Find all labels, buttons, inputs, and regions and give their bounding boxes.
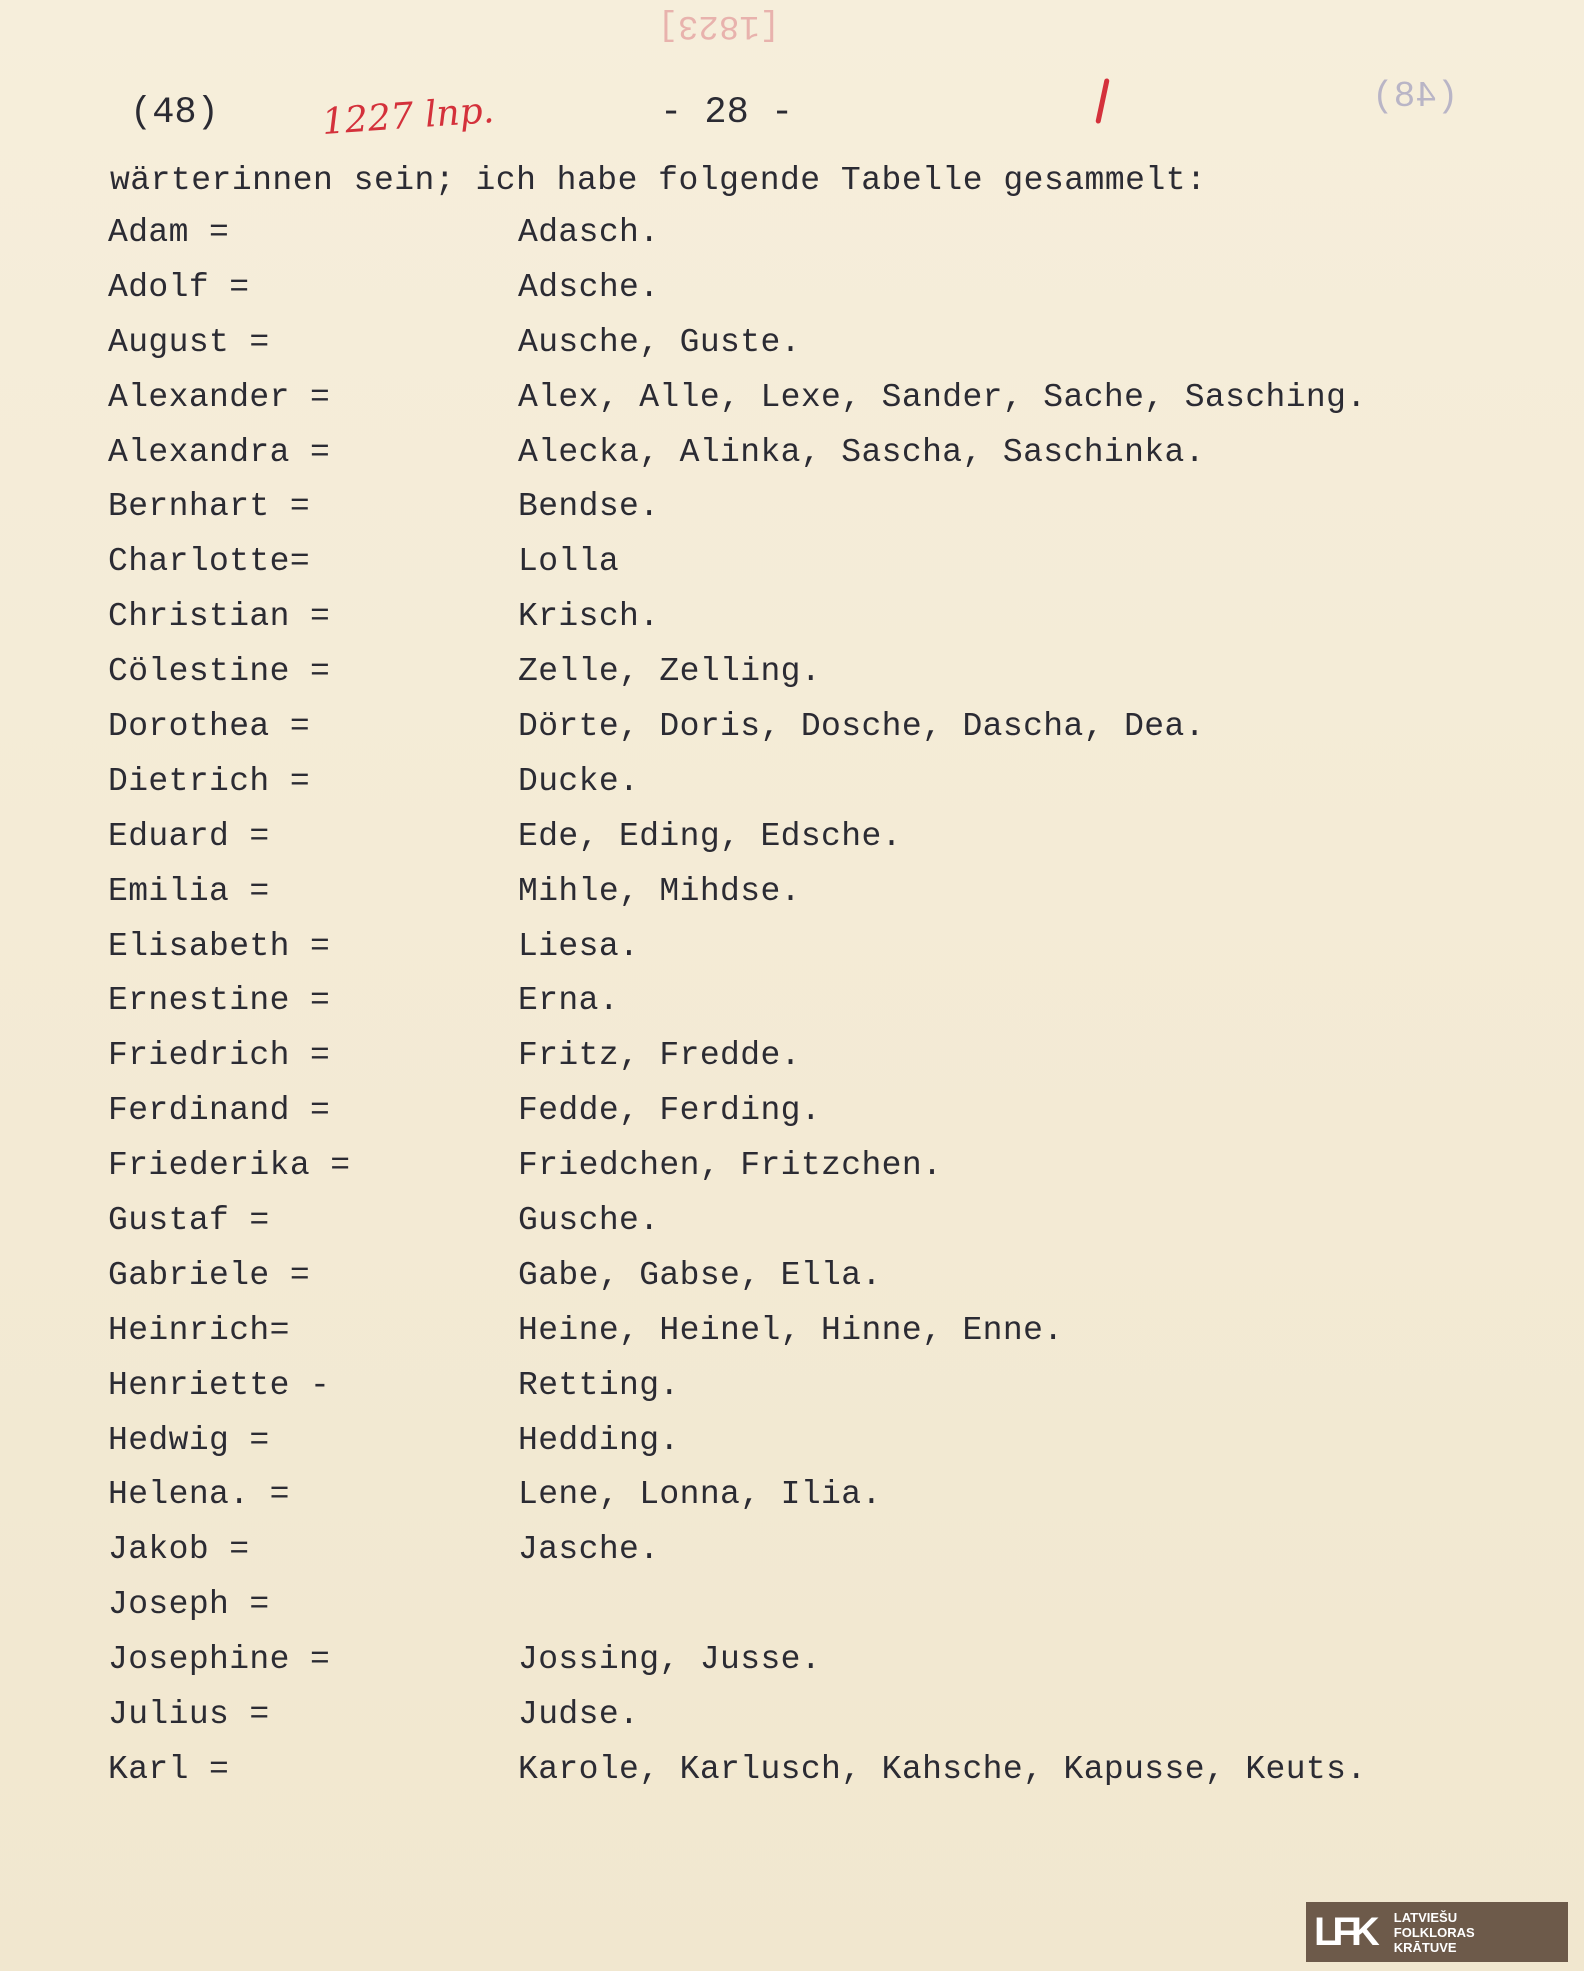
given-name: Cölestine = [108, 653, 331, 691]
diminutive-forms: Karole, Karlusch, Kahsche, Kapusse, Keuts. [518, 1750, 1367, 1788]
given-name: Emilia = [108, 872, 270, 910]
table-row [108, 1586, 1508, 1641]
diminutive-forms: Dörte, Doris, Dosche, Dascha, Dea. [518, 708, 1205, 746]
diminutive-forms: Gabe, Gabse, Ella. [518, 1256, 882, 1294]
table-row [108, 653, 1508, 708]
logo-text [1382, 1910, 1475, 1955]
table-row [108, 434, 1508, 489]
diminutive-forms: Gusche. [518, 1202, 660, 1240]
diminutive-forms: Bendse. [518, 488, 660, 526]
logo-mark: LFK [1314, 1909, 1374, 1954]
table-row [108, 708, 1508, 763]
table-row [108, 1257, 1508, 1312]
given-name: Eduard = [108, 817, 270, 855]
given-name: August = [108, 323, 270, 361]
given-name: Friedrich = [108, 1037, 331, 1075]
table-row [108, 763, 1508, 818]
given-name: Adam = [108, 214, 230, 251]
diminutive-forms: Alecka, Alinka, Sascha, Saschinka. [518, 433, 1205, 471]
table-row [108, 214, 1508, 269]
table-row [108, 598, 1508, 653]
diminutive-forms: Lene, Lonna, Ilia. [518, 1476, 882, 1514]
table-row [108, 324, 1508, 379]
table-row [108, 818, 1508, 873]
given-name: Bernhart = [108, 488, 311, 526]
given-name: Ferdinand = [108, 1092, 331, 1130]
table-row [108, 873, 1508, 928]
table-row [108, 1476, 1508, 1531]
diminutive-forms: Judse. [518, 1696, 640, 1734]
diminutive-forms: Krisch. [518, 598, 660, 636]
diminutive-forms: Adsche. [518, 268, 660, 306]
given-name: Heinrich= [108, 1311, 290, 1349]
table-row [108, 1092, 1508, 1147]
intro-line: wärterinnen sein; ich habe folgende Tabelle gesammelt: [110, 162, 1207, 199]
diminutive-forms: Friedchen, Fritzchen. [518, 1147, 943, 1185]
given-name: Henriette - [108, 1366, 331, 1404]
logo-line-3: KRĀTUVE [1393, 1939, 1457, 1955]
table-row [108, 1751, 1508, 1806]
page-number-left: (48) [130, 92, 219, 134]
table-row [108, 543, 1508, 598]
table-row [108, 928, 1508, 983]
diminutive-forms: Jossing, Jusse. [518, 1641, 822, 1679]
archive-stamp: [1823] [657, 6, 780, 44]
diminutive-forms: Hedding. [518, 1421, 680, 1459]
given-name: Helena. = [108, 1476, 290, 1514]
given-name: Alexander = [108, 378, 331, 416]
logo-line-1: LATVIEŠU [1393, 1909, 1458, 1925]
given-name: Elisabeth = [108, 927, 331, 965]
table-row [108, 1641, 1508, 1696]
given-name: Gabriele = [108, 1256, 311, 1294]
given-name: Alexandra = [108, 433, 331, 471]
given-name: Joseph = [108, 1586, 270, 1624]
page-number-center: - 28 - [660, 92, 794, 134]
diminutive-forms: Zelle, Zelling. [518, 653, 822, 691]
handwritten-note: 1227 lnp. [320, 90, 496, 143]
diminutive-forms: Jasche. [518, 1531, 660, 1569]
given-name: Hedwig = [108, 1421, 270, 1459]
given-name: Julius = [108, 1696, 270, 1734]
diminutive-forms: Liesa. [518, 927, 640, 965]
diminutive-forms: Ducke. [518, 762, 640, 800]
logo-line-2: FOLKLORAS [1393, 1924, 1475, 1940]
given-name: Jakob = [108, 1531, 250, 1569]
table-row [108, 1312, 1508, 1367]
diminutive-forms: Fritz, Fredde. [518, 1037, 801, 1075]
table-row [108, 1037, 1508, 1092]
given-name: Dietrich = [108, 762, 311, 800]
given-name: Dorothea = [108, 708, 311, 746]
diminutive-forms: Fedde, Ferding. [518, 1092, 822, 1130]
name-table [108, 214, 1508, 1806]
given-name: Charlotte= [108, 543, 311, 581]
archive-logo [1306, 1902, 1568, 1962]
table-row [108, 1422, 1508, 1477]
table-row [108, 982, 1508, 1037]
table-row [108, 488, 1508, 543]
table-row [108, 269, 1508, 324]
diminutive-forms: Alex, Alle, Lexe, Sander, Sache, Sasching. [518, 378, 1367, 416]
given-name: Adolf = [108, 268, 250, 306]
diminutive-forms: Ausche, Guste. [518, 323, 801, 361]
diminutive-forms: Adasch. [518, 214, 660, 251]
bleed-through-page-number: (48) [1372, 76, 1459, 117]
diminutive-forms: Retting. [518, 1366, 680, 1404]
given-name: Karl = [108, 1750, 230, 1788]
given-name: Gustaf = [108, 1202, 270, 1240]
table-row [108, 379, 1508, 434]
diminutive-forms: Erna. [518, 982, 620, 1020]
given-name: Ernestine = [108, 982, 331, 1020]
table-row [108, 1531, 1508, 1586]
diminutive-forms: Ede, Eding, Edsche. [518, 817, 902, 855]
table-row [108, 1147, 1508, 1202]
table-row [108, 1202, 1508, 1257]
diminutive-forms: Heine, Heinel, Hinne, Enne. [518, 1311, 1064, 1349]
table-row [108, 1696, 1508, 1751]
diminutive-forms: Mihle, Mihdse. [518, 872, 801, 910]
given-name: Josephine = [108, 1641, 331, 1679]
diminutive-forms: Lolla [518, 543, 620, 581]
given-name: Friederika = [108, 1147, 351, 1185]
table-row [108, 1367, 1508, 1422]
given-name: Christian = [108, 598, 331, 636]
red-pencil-mark [1095, 78, 1109, 124]
